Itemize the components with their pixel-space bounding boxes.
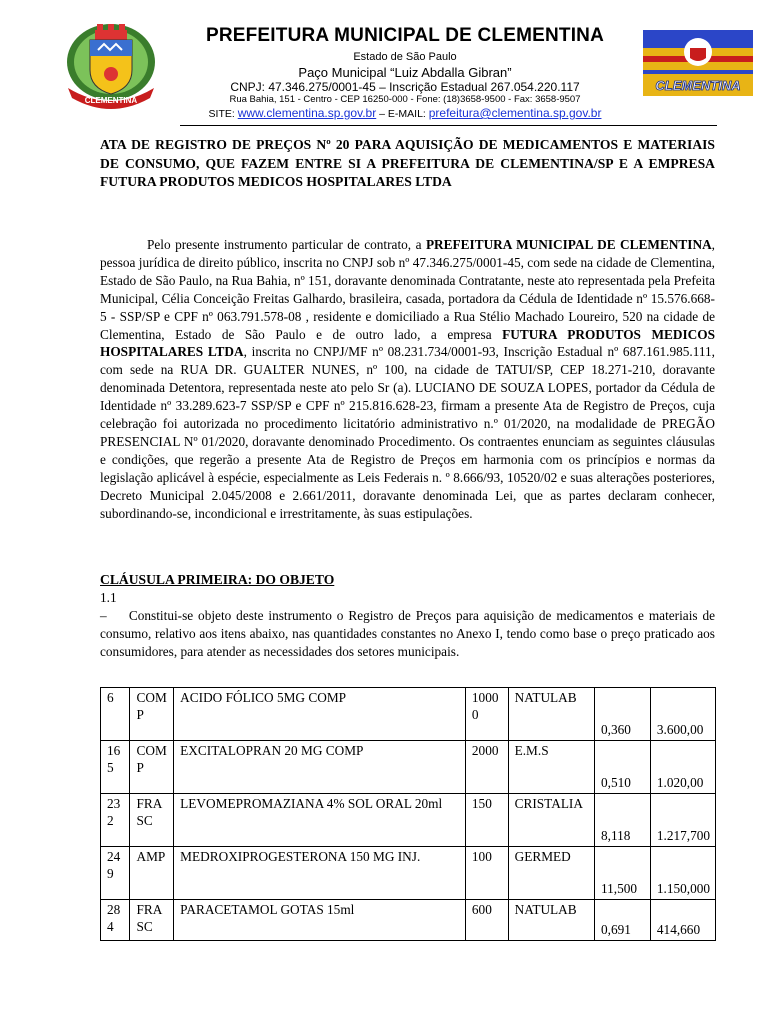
municipal-crest bbox=[62, 22, 160, 110]
brand-cell: E.M.S bbox=[508, 741, 594, 794]
clausula-item-1-1 bbox=[100, 589, 715, 661]
item-number-cell: 284 bbox=[101, 900, 130, 941]
unit-cell: COMP bbox=[130, 688, 174, 741]
intro-text-3: , inscrita no CNPJ/MF nº 08.231.734/0001-93, Inscrição Estadual nº 687.161.985.111, com sede na RUA DR. GUALTER NUNES, nº 100, na cidade de TATUI/SP, CEP 18.271-210, doravante denominada Detentora, representada neste ato pelo Sr (a). LUCIANO DE SOUZA LOPES, portador da Cédula de Identidade nº 33.289.623-7 SSP/SP e CPF nº 215.816.628-23, firmam a presente Ata de Registro de Preços, cuja celebração foi autorizada no procedimento licitatório administrativo n.º 01/2020, na modalidade de PREGÃO PRESENCIAL Nº 01/2020, doravante denominado Procedimento. Os contraentes enunciam as seguintes cláusulas e condições, que regerão a presente Ata de Registro de Preços em harmonia com os princípios e normas da legislação aplicável à espécie, especialmente as Leis Federais n. º 8.666/93, 10520/02 e suas alterações posteriores, Decreto Municipal 2.045/2008 e 2.661/2011, doravante denominada Lei, que as partes declaram conhecer, subordinando-se, incondicional e irrestritamente, às suas estipulações. bbox=[100, 344, 716, 521]
unit-cell: FRASC bbox=[130, 900, 174, 941]
header-divider bbox=[180, 125, 717, 126]
table-row bbox=[101, 847, 716, 900]
header-address: Rua Bahia, 151 - Centro - CEP 16250-000 - Fone: (18)3658-9500 - Fax: 3658-9507 bbox=[229, 94, 581, 105]
email-label: – E-MAIL: bbox=[376, 108, 429, 120]
table-row bbox=[101, 688, 716, 741]
site-link[interactable]: www.clementina.sp.gov.br bbox=[237, 106, 377, 120]
header-paco: Paço Municipal “Luiz Abdalla Gibran” bbox=[298, 65, 512, 80]
clausula-heading: CLÁUSULA PRIMEIRA: DO OBJETO bbox=[100, 572, 335, 587]
unit-cell: FRASC bbox=[130, 794, 174, 847]
table-row bbox=[101, 741, 716, 794]
header-title: PREFEITURA MUNICIPAL DE CLEMENTINA bbox=[205, 25, 605, 46]
brand-cell: NATULAB bbox=[508, 900, 594, 941]
intro-paragraph bbox=[100, 236, 715, 523]
header-cnpj: CNPJ: 47.346.275/0001-45 – Inscrição Estadual 267.054.220.117 bbox=[230, 80, 580, 94]
unit-cell: COMP bbox=[130, 741, 174, 794]
item-number-cell: 165 bbox=[101, 741, 130, 794]
items-table bbox=[100, 687, 716, 941]
total-cell: 414,660 bbox=[650, 900, 715, 941]
svg-text:CLEMENTINA: CLEMENTINA bbox=[84, 96, 138, 105]
item-number-cell: 6 bbox=[101, 688, 130, 741]
item-number: 1.1 – bbox=[100, 590, 117, 623]
intro-text-1: Pelo presente instrumento particular de contrato, a bbox=[147, 237, 426, 252]
table-row bbox=[101, 900, 716, 941]
unit-price-cell: 11,500 bbox=[594, 847, 650, 900]
header-state: Estado de São Paulo bbox=[353, 51, 457, 63]
brand-cell: GERMED bbox=[508, 847, 594, 900]
unit-price-cell: 0,510 bbox=[594, 741, 650, 794]
quantity-cell: 600 bbox=[465, 900, 508, 941]
item-number-cell: 232 bbox=[101, 794, 130, 847]
clementina-flag-logo bbox=[643, 30, 753, 96]
quantity-cell: 150 bbox=[465, 794, 508, 847]
brand-cell: NATULAB bbox=[508, 688, 594, 741]
svg-text:CLEMENTINA: CLEMENTINA bbox=[655, 78, 741, 93]
quantity-cell: 10000 bbox=[465, 688, 508, 741]
description-cell: LEVOMEPROMAZIANA 4% SOL ORAL 20ml bbox=[174, 794, 466, 847]
intro-bold-prefeitura: PREFEITURA MUNICIPAL DE CLEMENTINA bbox=[425, 237, 712, 252]
item-text: Constitui-se objeto deste instrumento o Registro de Preços para aquisição de medicamentos e materiais de consumo, relativo aos itens abaixo, nas quantidades constantes no Anexo I, tendo como base o preço praticado aos consumidores, para atender as necessidades dos setores municipais. bbox=[100, 607, 715, 659]
unit-price-cell: 0,360 bbox=[594, 688, 650, 741]
total-cell: 1.150,000 bbox=[650, 847, 715, 900]
quantity-cell: 2000 bbox=[465, 741, 508, 794]
description-cell: EXCITALOPRAN 20 MG COMP bbox=[174, 741, 466, 794]
item-number-cell: 249 bbox=[101, 847, 130, 900]
total-cell: 1.217,700 bbox=[650, 794, 715, 847]
brand-cell: CRISTALIA bbox=[508, 794, 594, 847]
ata-title: ATA DE REGISTRO DE PREÇOS Nº 20 PARA AQUISIÇÃO DE MEDICAMENTOS E MATERIAIS DE CONSUMO, QUE FAZEM ENTRE SI A PREFEITURA DE CLEMENTINA/SP E A EMPRESA FUTURA PRODUTOS MEDICOS HOSPITALARES LTDA bbox=[100, 137, 715, 189]
site-label: SITE: bbox=[208, 108, 238, 120]
description-cell: PARACETAMOL GOTAS 15ml bbox=[174, 900, 466, 941]
intro-bold-empresa: FUTURA PRODUTOS MEDICOS HOSPITALARES LTDA bbox=[100, 326, 715, 360]
header-contacts bbox=[170, 106, 640, 120]
email-link[interactable]: prefeitura@clementina.sp.gov.br bbox=[428, 106, 602, 120]
description-cell: ACIDO FÓLICO 5MG COMP bbox=[174, 688, 466, 741]
unit-price-cell: 8,118 bbox=[594, 794, 650, 847]
description-cell: MEDROXIPROGESTERONA 150 MG INJ. bbox=[174, 847, 466, 900]
unit-price-cell: 0,691 bbox=[594, 900, 650, 941]
total-cell: 3.600,00 bbox=[650, 688, 715, 741]
table-row bbox=[101, 794, 716, 847]
total-cell: 1.020,00 bbox=[650, 741, 715, 794]
unit-cell: AMP bbox=[130, 847, 174, 900]
quantity-cell: 100 bbox=[465, 847, 508, 900]
intro-text-2: , pessoa jurídica de direito público, inscrita no CNPJ sob nº 47.346.275/0001-45, com sede na cidade de Clementina, Estado de São Paulo, na Rua Bahia, nº 151, doravante denominada Contratante, neste ato representada pela Prefeita Municipal, Célia Conceição Freitas Galhardo, brasileira, casada, portadora da Cédula de Identidade nº 15.576.668-5 - SSP/SP e CPF nº 063.791.578-08 , residente e domiciliado a Rua Stélio Machado Loureiro, 520 na cidade de Clementina, Estado de São Paulo e de outro lado, a empresa bbox=[100, 237, 715, 342]
